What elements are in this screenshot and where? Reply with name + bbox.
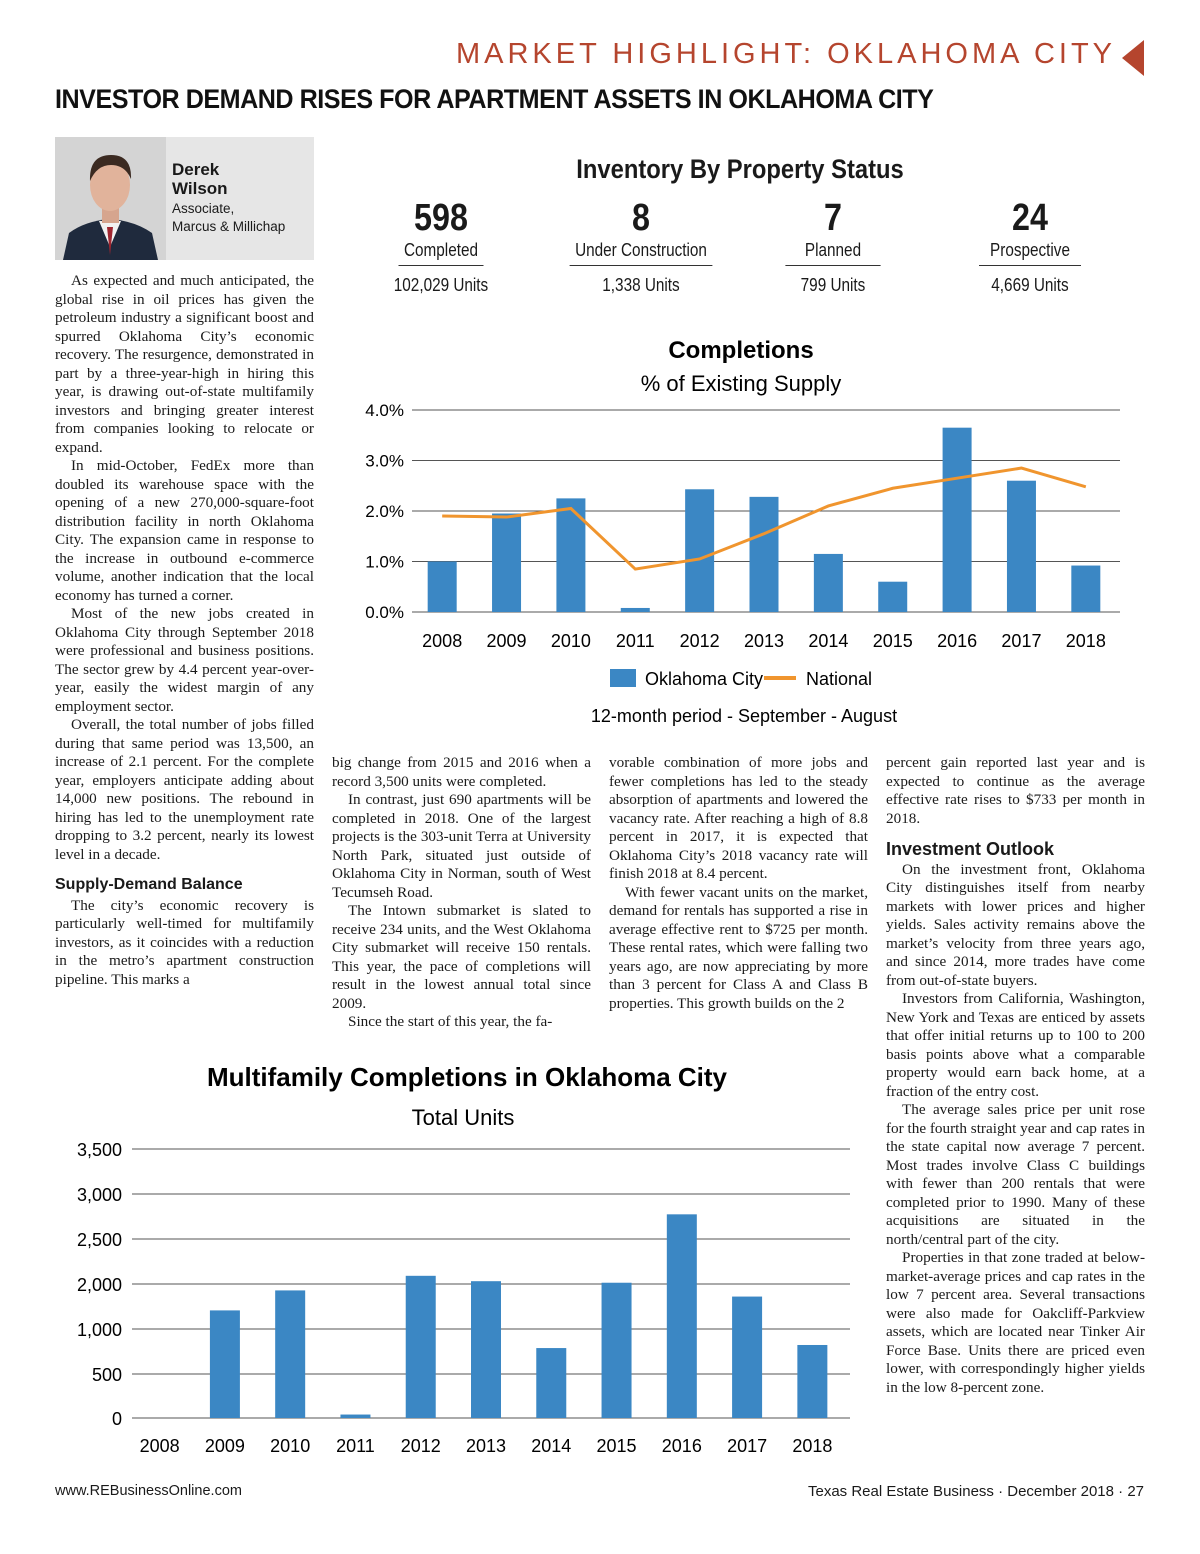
- x-tick-label: 2012: [400, 1436, 441, 1456]
- paragraph: As expected and much anticipated, the global rise in oil prices has given the petroleum industry a significant boost and spurred Oklahoma City’s economic recovery. The resurgence, demonstrated in part by a three-year-high in hiring this year, is drawing out-of-state multifamily investors and bringing greater interest from companies looking to relocate or expand.: [55, 272, 314, 456]
- chart-footnote: 12-month period - September - August: [590, 706, 898, 726]
- inventory-units: 4,669 Units: [991, 275, 1069, 295]
- y-tick-label: 2,000: [76, 1275, 122, 1295]
- bar: [750, 497, 779, 612]
- article-column-3: [609, 754, 868, 1013]
- x-tick-label: 2010: [550, 631, 591, 651]
- y-tick-label: 500: [91, 1365, 122, 1385]
- inventory-count: 598: [414, 197, 468, 239]
- x-tick-label: 2016: [661, 1436, 702, 1456]
- paragraph: Properties in that zone traded at below-market-average prices and cap rates in the low 7 percent area. Several transactions were also made for Oakcliff-Parkview assets, which are located near Tinker Air Force Base. Units there are priced even lower, with correspondingly higher yields in the low 8-percent zone.: [886, 1249, 1145, 1396]
- chart-subtitle: % of Existing Supply: [640, 371, 842, 396]
- author-first-name: Derek: [172, 160, 220, 179]
- inventory-label: Planned: [785, 240, 880, 266]
- bar: [428, 562, 457, 613]
- bar: [1071, 566, 1100, 612]
- chart-title: Multifamily Completions in Oklahoma City: [206, 1062, 728, 1092]
- author-company: Marcus & Millichap: [172, 219, 286, 234]
- x-tick-label: 2018: [792, 1436, 833, 1456]
- section-heading-supply-demand: Supply-Demand Balance: [55, 876, 243, 893]
- article-headline: INVESTOR DEMAND RISES FOR APARTMENT ASSETS IN OKLAHOMA CITY: [55, 84, 934, 114]
- bar: [471, 1281, 501, 1418]
- multifamily-completions-chart: [55, 1056, 875, 1466]
- inventory-label: Prospective: [979, 240, 1081, 266]
- legend-label-national: National: [806, 669, 873, 689]
- x-tick-label: 2013: [465, 1436, 507, 1456]
- x-tick-label: 2015: [596, 1436, 637, 1456]
- bar: [685, 489, 714, 612]
- paragraph: The city’s economic recovery is particularly well-timed for multifamily investors, as it coincides with a reduction in the metro’s apartment construction pipeline. This marks a: [55, 896, 314, 988]
- author-photo: [55, 137, 166, 260]
- section-heading-investment-outlook: Investment Outlook: [886, 839, 1055, 859]
- paragraph: Investors from California, Washington, New York and Texas are enticed by assets that offer initial returns up to 100 to 200 basis points above what a comparable property would earn back home, at a fraction of the entry cost.: [886, 990, 1145, 1100]
- paragraph: With fewer vacant units on the market, demand for rentals has supported a rise in average effective rent to $725 per month. These rental rates, which were falling two years ago, are now appreciating by more than 3 percent for Class A and Class B properties. This growth builds on the 2: [609, 883, 868, 1012]
- y-tick-label: 3,000: [76, 1185, 122, 1205]
- paragraph: vorable combination of more jobs and fewer completions has led to the steady absorption of apartments and lowered the vacancy rate. After reaching a high of 8.8 percent in 2017, it is expected that Oklahoma City’s 2018 vacancy rate will finish 2018 at 8.4 percent.: [609, 754, 868, 882]
- inventory-title: Inventory By Property Status: [576, 154, 904, 184]
- x-tick-label: 2008: [139, 1436, 180, 1456]
- bar: [210, 1310, 240, 1418]
- bar: [621, 608, 650, 612]
- paragraph: The average sales price per unit rose for the fourth straight year and cap rates in the state capital now average 7 percent. Most trades involve Class C buildings with fewer than 200 rentals that were completed prior to 1990. Many of these acquisitions are situated in the north/central part of the city.: [886, 1101, 1145, 1248]
- paragraph: big change from 2015 and 2016 when a record 3,500 units were completed.: [332, 754, 591, 790]
- inventory-units: 799 Units: [800, 275, 866, 295]
- y-tick-label: 0: [111, 1409, 122, 1429]
- y-tick-label: 3.0%: [365, 451, 404, 471]
- x-tick-label: 2014: [531, 1436, 572, 1456]
- bar: [797, 1345, 827, 1418]
- bar: [536, 1348, 566, 1418]
- bar: [492, 514, 521, 612]
- y-tick-label: 4.0%: [365, 401, 404, 420]
- paragraph: In mid-October, FedEx more than doubled its warehouse space with the opening of a new 270,000-square-foot distribution facility in north Oklahoma City. The expansion came in response to the increase in outbound e-commerce volume, another indication that the local economy has turned a corner.: [55, 457, 314, 604]
- x-tick-label: 2018: [1065, 631, 1106, 651]
- author-role: Associate,: [172, 201, 235, 216]
- paragraph: Overall, the total number of jobs filled during that same period was 13,500, an increase of 2.1 percent. For the complete year, employers anticipate adding about 14,000 new positions. The rebound in hiring has led to the unemployment rate dropping to 3.2 percent, nearly its lowest level in a decade.: [55, 716, 314, 863]
- bar: [406, 1276, 436, 1418]
- x-tick-label: 2009: [486, 631, 527, 651]
- inventory-count: 24: [1012, 197, 1048, 239]
- y-tick-label: 0.0%: [365, 603, 404, 622]
- y-tick-label: 2,500: [76, 1230, 122, 1250]
- section-label: MARKET HIGHLIGHT: OKLAHOMA CITY: [455, 38, 1116, 70]
- paragraph: In contrast, just 690 apartments will be completed in 2018. One of the largest projects is the 303-unit Terra at University North Park, situated just outside of Oklahoma City in Norman, south of West Tecumseh Road.: [332, 791, 591, 901]
- y-tick-label: 1.0%: [365, 552, 404, 572]
- article-column-4: [886, 754, 1145, 1397]
- bar: [943, 428, 972, 612]
- paragraph: On the investment front, Oklahoma City distinguishes itself from nearby markets with lower prices and higher yields. Sales activity remains above the market’s velocity from three years ago, and since 2014, more trades have come from out-of-state buyers.: [886, 860, 1145, 989]
- completions-chart: [350, 330, 1150, 740]
- author-title: [172, 200, 312, 236]
- y-tick-label: 3,500: [76, 1140, 122, 1160]
- inventory-count: 8: [632, 197, 650, 239]
- x-tick-label: 2013: [743, 631, 785, 651]
- footer-url[interactable]: www.REBusinessOnline.com: [55, 1483, 242, 1499]
- bar: [556, 498, 585, 612]
- paragraph: Since the start of this year, the fa-: [348, 1013, 553, 1030]
- bar: [732, 1297, 762, 1418]
- section-arrow-icon: [1122, 40, 1144, 76]
- inventory-label: Under Construction: [570, 240, 713, 266]
- bar: [602, 1283, 632, 1418]
- x-tick-label: 2017: [1001, 631, 1042, 651]
- x-tick-label: 2012: [679, 631, 720, 651]
- paragraph: Most of the new jobs created in Oklahoma City through September 2018 were professional and business positions. The sector grew by 4.4 percent year-over-year, easily the widest margin of any employment sector.: [55, 605, 314, 715]
- legend-label-oklahoma-city: Oklahoma City: [645, 669, 764, 689]
- inventory-item-prospective: [955, 196, 1105, 296]
- x-tick-label: 2016: [937, 631, 978, 651]
- bar: [667, 1214, 697, 1418]
- x-tick-label: 2009: [204, 1436, 245, 1456]
- x-tick-label: 2014: [808, 631, 849, 651]
- x-tick-label: 2017: [727, 1436, 768, 1456]
- bar: [878, 582, 907, 612]
- inventory-units: 102,029 Units: [393, 275, 489, 295]
- inventory-item-completed: [366, 196, 516, 296]
- bar: [340, 1415, 370, 1418]
- legend-swatch-oklahoma-city: [610, 669, 636, 687]
- article-column-1: [55, 272, 314, 989]
- article-column-2: [332, 754, 591, 1032]
- footer-publication: Texas Real Estate Business · December 2018 · 27: [808, 1483, 1144, 1500]
- inventory-item-planned: [758, 196, 908, 296]
- inventory-label: Completed: [399, 240, 484, 266]
- x-tick-label: 2011: [336, 1436, 375, 1456]
- inventory-item-under-construction: [551, 196, 731, 296]
- x-tick-label: 2011: [615, 631, 655, 651]
- author-last-name: Wilson: [172, 179, 228, 198]
- paragraph: percent gain reported last year and is expected to continue as the average effective rate rises to $733 per month in 2018.: [886, 754, 1145, 827]
- paragraph: The Intown submarket is slated to receive 234 units, and the West Oklahoma City submarket will receive 150 rentals. This year, the pace of completions will result in the lowest annual total since 2009.: [332, 902, 591, 1012]
- x-tick-label: 2008: [422, 631, 463, 651]
- y-tick-label: 2.0%: [365, 502, 404, 521]
- bar: [1007, 481, 1036, 612]
- x-tick-label: 2015: [872, 631, 913, 651]
- inventory-units: 1,338 Units: [602, 275, 680, 295]
- inventory-count: 7: [824, 197, 842, 239]
- bar: [275, 1290, 305, 1418]
- chart-title: Completions: [668, 337, 814, 364]
- y-tick-label: 1,000: [76, 1320, 122, 1340]
- bar: [814, 554, 843, 612]
- chart-subtitle: Total Units: [411, 1105, 515, 1130]
- x-tick-label: 2010: [270, 1436, 311, 1456]
- author-name: [172, 160, 302, 198]
